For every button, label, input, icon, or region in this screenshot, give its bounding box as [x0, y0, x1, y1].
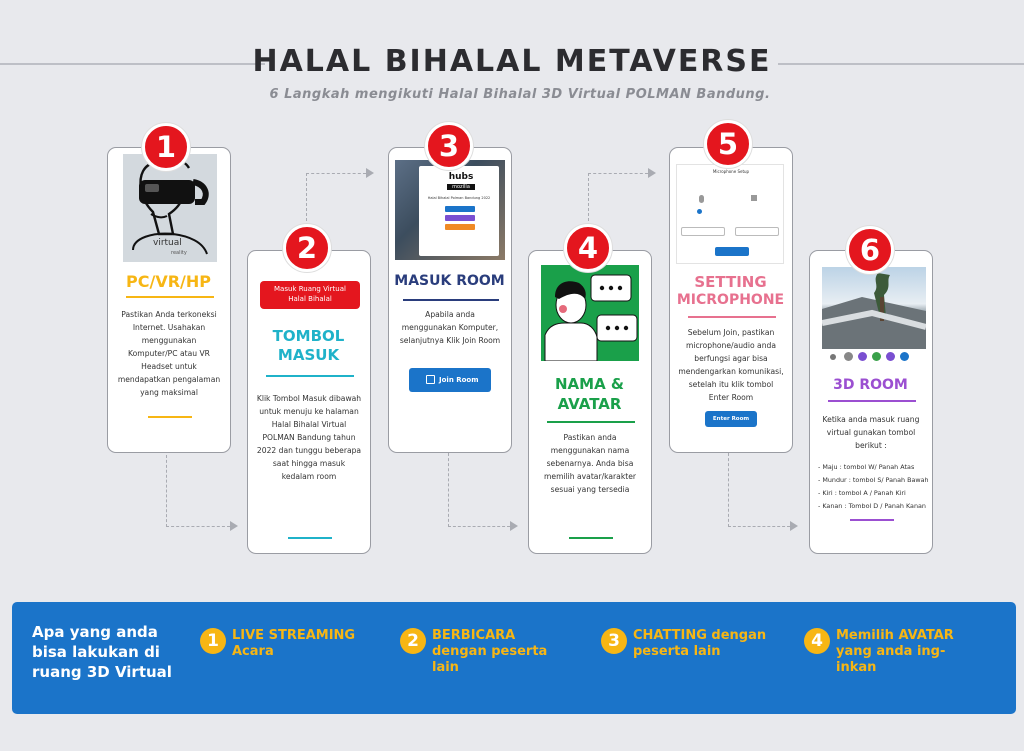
features-banner: [12, 602, 1016, 714]
step-card-2: [247, 250, 371, 554]
step-5-underline: [688, 316, 776, 318]
banner-item-number: 1: [200, 628, 226, 654]
control-item: - Maju : tombol W/ Panah Atas: [818, 463, 915, 471]
arrowhead-5-6: [790, 521, 798, 531]
step-badge-1: 1: [142, 123, 190, 171]
step-1-heading: PC/VR/HP: [126, 272, 211, 291]
step-badge-3: 3: [425, 122, 473, 170]
mic-select[interactable]: [681, 227, 725, 236]
banner-item-number: 2: [400, 628, 426, 654]
microphone-icon: [699, 195, 704, 203]
join-room-icon: [426, 375, 435, 384]
banner-item-text: Memilih AVATAR yang anda ing-inkan: [836, 628, 954, 675]
vr-caption: virtual: [153, 238, 182, 248]
step-card-1: [107, 147, 231, 453]
chat-avatar-icon: [541, 265, 639, 361]
banner-item-text: CHATTING dengan peserta lain: [633, 628, 767, 659]
enter-room-button[interactable]: Enter Room: [705, 411, 757, 427]
step-6-underline: [828, 400, 916, 402]
step-1-description: Pastikan Anda terkoneksi Internet. Usahakan menggunakan Komputer/PC atau VR Headset untuk mendapatkan pengalaman yang maksimal: [117, 310, 221, 397]
step-card-4: [528, 250, 652, 554]
step-badge-5: 5: [704, 120, 752, 168]
connector-5-6: [728, 453, 729, 527]
step-badge-2: 2: [283, 224, 331, 272]
step-5-heading-2: MICROPHONE: [676, 292, 785, 308]
speaker-icon: [751, 195, 757, 201]
toolbar-dot-5[interactable]: [886, 352, 895, 361]
step-1-underline: [126, 296, 214, 298]
hubs-option-2[interactable]: [445, 215, 475, 221]
toolbar-row: [830, 351, 920, 363]
step-2-description: Klik Tombol Masuk dibawah untuk menuju ke halaman Halal Bihalal Virtual POLMAN Bandung tahun 2022 dan tunggu beberapa saat hingga masuk kedalam room: [256, 394, 362, 481]
control-item: - Mundur : tombol S/ Panah Bawah: [818, 476, 929, 484]
hubs-room-name: Halal Bihalal Polman Bandung 2022: [427, 196, 491, 200]
join-room-label: Join Room: [439, 376, 479, 384]
arrowhead-3-4: [510, 521, 518, 531]
avatar-illustration: [541, 265, 639, 361]
speaker-select[interactable]: [735, 227, 779, 236]
step-card-6: [809, 250, 933, 554]
hubs-logo: hubs: [448, 172, 474, 182]
arrowhead-1-2: [230, 521, 238, 531]
toolbar-dot-4[interactable]: [872, 352, 881, 361]
step-6-heading: 3D ROOM: [833, 377, 908, 393]
step-3-underline: [403, 299, 499, 301]
step-4-heading-2: AVATAR: [557, 395, 622, 413]
mic-setup-screenshot: [676, 164, 784, 264]
connector-1-2-h: [166, 526, 230, 527]
step-4-footline: [569, 537, 613, 539]
step-2-heading: TOMBOL: [272, 327, 345, 345]
3d-room-screenshot: [822, 267, 926, 349]
mic-level-dot: [697, 209, 702, 214]
mic-panel-title: Microphone Setup: [712, 169, 750, 174]
step-2-heading-2: MASUK: [277, 346, 340, 364]
step-5-description: Sebelum Join, pastikan microphone/audio anda berfungsi agar bisa mendengarkan komunikasi, setelah itu klik tombol Enter Room: [678, 328, 784, 402]
step-4-heading: NAMA &: [554, 375, 624, 393]
step-badge-6: 6: [846, 226, 894, 274]
step-4-description: Pastikan anda menggunakan nama sebenarnya. Anda bisa memilih avatar/karakter sesuai yang tersedia: [544, 433, 636, 494]
hubs-screenshot: [395, 160, 505, 260]
step-2-footline: [288, 537, 332, 539]
step-3-description: Apabila anda menggunakan Komputer, selanjutnya Klik Join Room: [399, 310, 501, 345]
connector-4-5-h: [588, 173, 648, 174]
step-4-underline: [547, 421, 635, 423]
hubs-sublogo: mozilla: [447, 184, 475, 190]
control-item: - Kanan : Tombol D / Panah Kanan: [818, 502, 926, 510]
3d-scene-icon: [822, 267, 926, 349]
step-2-underline: [266, 375, 354, 377]
arrowhead-2-3: [366, 168, 374, 178]
step-1-footline: [148, 416, 192, 418]
banner-item-text: LIVE STREAMING Acara: [232, 628, 356, 659]
connector-5-6-h: [728, 526, 790, 527]
hubs-option-1[interactable]: [445, 206, 475, 212]
mic-enter-button[interactable]: [715, 247, 749, 256]
banner-item-number: 3: [601, 628, 627, 654]
arrowhead-4-5: [648, 168, 656, 178]
toolbar-dot-1[interactable]: [830, 354, 836, 360]
step-card-5: [669, 147, 793, 453]
step-card-3: [388, 147, 512, 453]
hubs-option-3[interactable]: [445, 224, 475, 230]
step-3-heading: MASUK ROOM: [394, 273, 505, 289]
banner-item-text: BERBICARA dengan peserta lain: [432, 628, 548, 675]
connector-3-4-h: [448, 526, 510, 527]
toolbar-dot-3[interactable]: [858, 352, 867, 361]
connector-3-4: [448, 453, 449, 527]
page-subtitle: 6 Langkah mengikuti Halal Bihalal 3D Virtual POLMAN Bandung.: [269, 87, 771, 102]
step-5-heading: SETTING: [694, 273, 767, 291]
page-title: HALAL BIHALAL METAVERSE: [252, 44, 772, 79]
connector-2-3-h: [306, 173, 366, 174]
banner-lead: Apa yang anda bisa lakukan di ruang 3D Virtual: [32, 623, 172, 681]
toolbar-dot-6[interactable]: [900, 352, 909, 361]
step-6-intro: Ketika anda masuk ruang virtual gunakan tombol berikut :: [822, 415, 920, 450]
masuk-ruang-button-label: Masuk Ruang Virtual Halal Bihalal: [274, 285, 346, 303]
toolbar-dot-2[interactable]: [844, 352, 853, 361]
control-item: - Kiri : tombol A / Panah Kiri: [818, 489, 906, 497]
connector-1-2: [166, 455, 167, 527]
step-badge-4: 4: [564, 224, 612, 272]
banner-item-number: 4: [804, 628, 830, 654]
step-6-footline: [850, 519, 894, 521]
vr-caption-2: reality: [171, 250, 187, 256]
control-list: [818, 461, 930, 513]
